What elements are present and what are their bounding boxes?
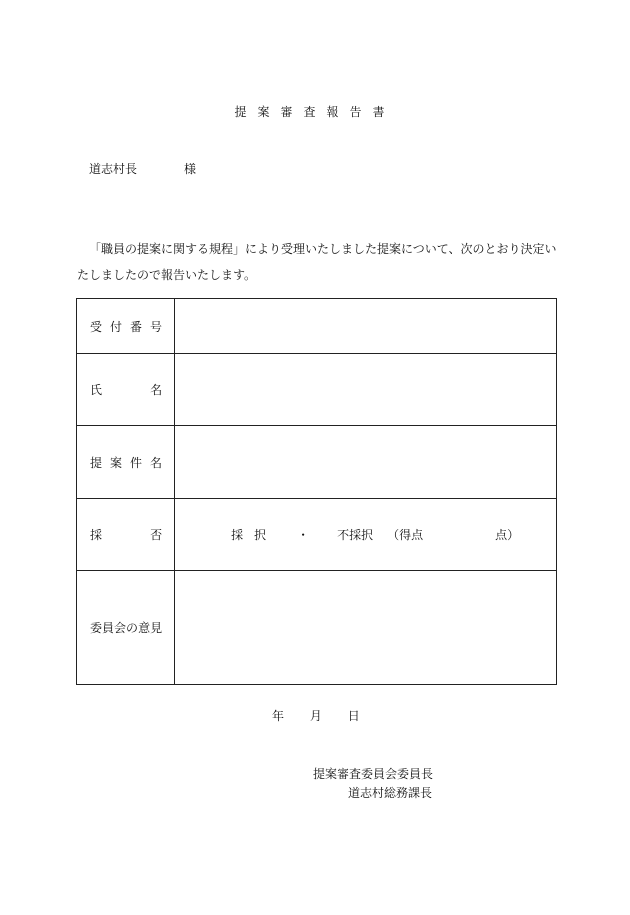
label-char: 案 <box>110 455 123 470</box>
receipt-number-field[interactable] <box>175 299 557 354</box>
addressee: 道志村長 <box>89 162 138 176</box>
option-not-adopted[interactable]: 不採択 <box>337 528 374 542</box>
label-char: の <box>126 621 139 635</box>
honorific: 様 <box>184 162 197 176</box>
label-name <box>77 381 174 398</box>
option-adopted[interactable]: 採択 <box>231 528 278 542</box>
label-proposal-title <box>77 454 174 471</box>
score-close: 点） <box>495 528 520 542</box>
label-char: 件 <box>130 455 143 470</box>
label-char: 会 <box>114 621 127 635</box>
form-row-committee-opinion <box>77 571 557 685</box>
label-char: 提 <box>90 455 103 470</box>
option-separator: ・ <box>297 528 310 542</box>
report-form-table <box>76 298 557 685</box>
label-cell <box>77 299 175 354</box>
label-char: 委 <box>90 621 103 635</box>
label-char: 付 <box>110 319 123 334</box>
adoption-options <box>175 526 556 543</box>
label-cell <box>77 571 175 685</box>
date-day: 日 <box>347 709 360 723</box>
label-char: 受 <box>90 319 103 334</box>
form-row-adoption <box>77 499 557 571</box>
date-year: 年 <box>272 709 285 723</box>
label-char: 番 <box>130 319 143 334</box>
form-row-proposal-title <box>77 426 557 499</box>
label-cell <box>77 426 175 499</box>
label-char: 見 <box>150 621 163 635</box>
label-cell <box>77 354 175 426</box>
date-line <box>272 707 382 724</box>
label-cell <box>77 499 175 571</box>
label-char: 名 <box>150 455 163 470</box>
label-char: 氏 <box>90 383 103 397</box>
document-title: 提案審査報告書 <box>234 105 396 119</box>
adoption-field[interactable] <box>175 499 557 571</box>
label-char: 否 <box>150 528 163 542</box>
form-row-name <box>77 354 557 426</box>
label-committee-opinion <box>77 619 174 636</box>
label-char: 採 <box>90 528 103 542</box>
proposal-title-field[interactable] <box>175 426 557 499</box>
label-char: 意 <box>138 621 151 635</box>
label-char: 名 <box>150 383 163 397</box>
score-open: （得点 <box>387 528 424 542</box>
label-adoption <box>77 526 174 543</box>
label-receipt-number <box>77 318 174 335</box>
form-row-receipt-number <box>77 299 557 354</box>
signature-general-affairs-chief: 道志村総務課長 <box>348 786 433 800</box>
label-char: 員 <box>102 621 115 635</box>
label-char: 号 <box>150 319 163 334</box>
body-text: 「職員の提案に関する規程」により受理いたしました提案について、次のとおり決定いたしましたので報告いたします。 <box>77 242 557 282</box>
date-month: 月 <box>309 709 322 723</box>
signature-committee-chair: 提案審査委員会委員長 <box>313 767 434 781</box>
committee-opinion-field[interactable] <box>175 571 557 685</box>
name-field[interactable] <box>175 354 557 426</box>
